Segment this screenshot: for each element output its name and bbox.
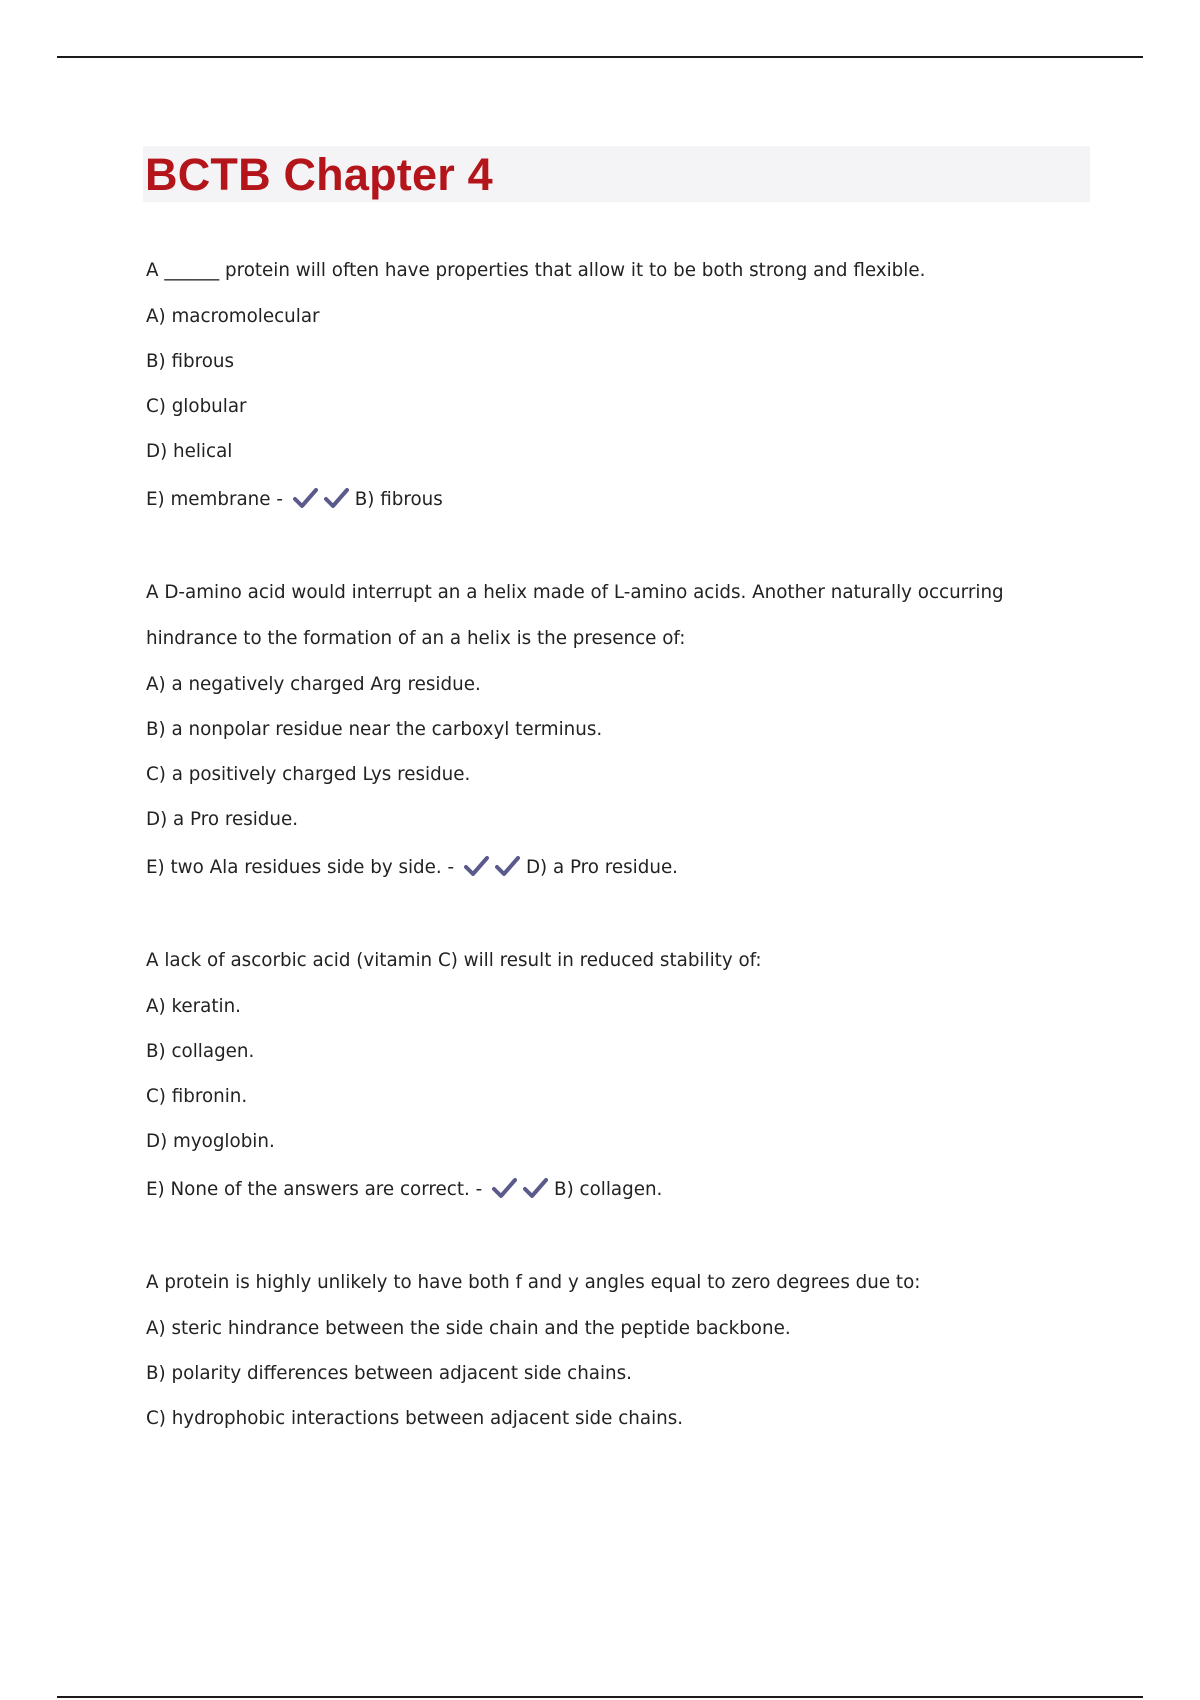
- option-e: E) membrane -: [146, 489, 283, 510]
- question-block-1: [146, 248, 1090, 526]
- title-banner: [143, 146, 1090, 202]
- option-a: A) a negatively charged Arg residue.: [146, 674, 481, 695]
- option-b: B) collagen.: [146, 1041, 255, 1062]
- document-body: [146, 146, 1090, 1441]
- option-c: C) fibronin.: [146, 1086, 248, 1107]
- option-e-with-answer: [146, 1164, 1090, 1216]
- option-b: B) polarity differences between adjacent side chains.: [146, 1363, 632, 1384]
- check-icon: [492, 1177, 517, 1199]
- option-d: D) a Pro residue.: [146, 809, 299, 830]
- option-d: D) helical: [146, 441, 233, 462]
- option-b: B) a nonpolar residue near the carboxyl terminus.: [146, 719, 603, 740]
- top-rule: [57, 56, 1143, 58]
- option-a: A) keratin.: [146, 996, 241, 1017]
- option-a: A) steric hindrance between the side chain and the peptide backbone.: [146, 1318, 791, 1339]
- option-c: C) a positively charged Lys residue.: [146, 764, 471, 785]
- page-title: BCTB Chapter 4: [145, 148, 493, 200]
- check-icon: [523, 1177, 548, 1199]
- question-block-2: [146, 570, 1090, 894]
- check-icon: [495, 855, 520, 877]
- answer-text: B) collagen.: [554, 1179, 663, 1200]
- question-text: A ______ protein will often have properties that allow it to be both strong and flexible.: [146, 260, 926, 281]
- answer-text: B) fibrous: [354, 489, 443, 510]
- option-a: A) macromolecular: [146, 306, 320, 327]
- question-block-3: [146, 938, 1090, 1216]
- question-text: A D-amino acid would interrupt an a helix made of L-amino acids. Another naturally occurring: [146, 582, 1004, 603]
- option-c: C) globular: [146, 396, 247, 417]
- answer-text: D) a Pro residue.: [525, 857, 678, 878]
- question-text: A protein is highly unlikely to have both f and y angles equal to zero degrees due to:: [146, 1272, 921, 1293]
- option-d: D) myoglobin.: [146, 1131, 275, 1152]
- question-text: hindrance to the formation of an a helix is the presence of:: [146, 628, 686, 649]
- option-e-with-answer: [146, 474, 1090, 526]
- check-icon: [293, 487, 318, 509]
- option-b: B) fibrous: [146, 351, 235, 372]
- option-e: E) two Ala residues side by side. -: [146, 857, 455, 878]
- option-c: C) hydrophobic interactions between adjacent side chains.: [146, 1408, 684, 1429]
- bottom-rule: [57, 1696, 1143, 1698]
- option-e: E) None of the answers are correct. -: [146, 1179, 483, 1200]
- question-text: A lack of ascorbic acid (vitamin C) will result in reduced stability of:: [146, 950, 762, 971]
- question-block-4: [146, 1260, 1090, 1441]
- option-e-with-answer: [146, 842, 1090, 894]
- check-icon: [324, 487, 349, 509]
- check-icon: [464, 855, 489, 877]
